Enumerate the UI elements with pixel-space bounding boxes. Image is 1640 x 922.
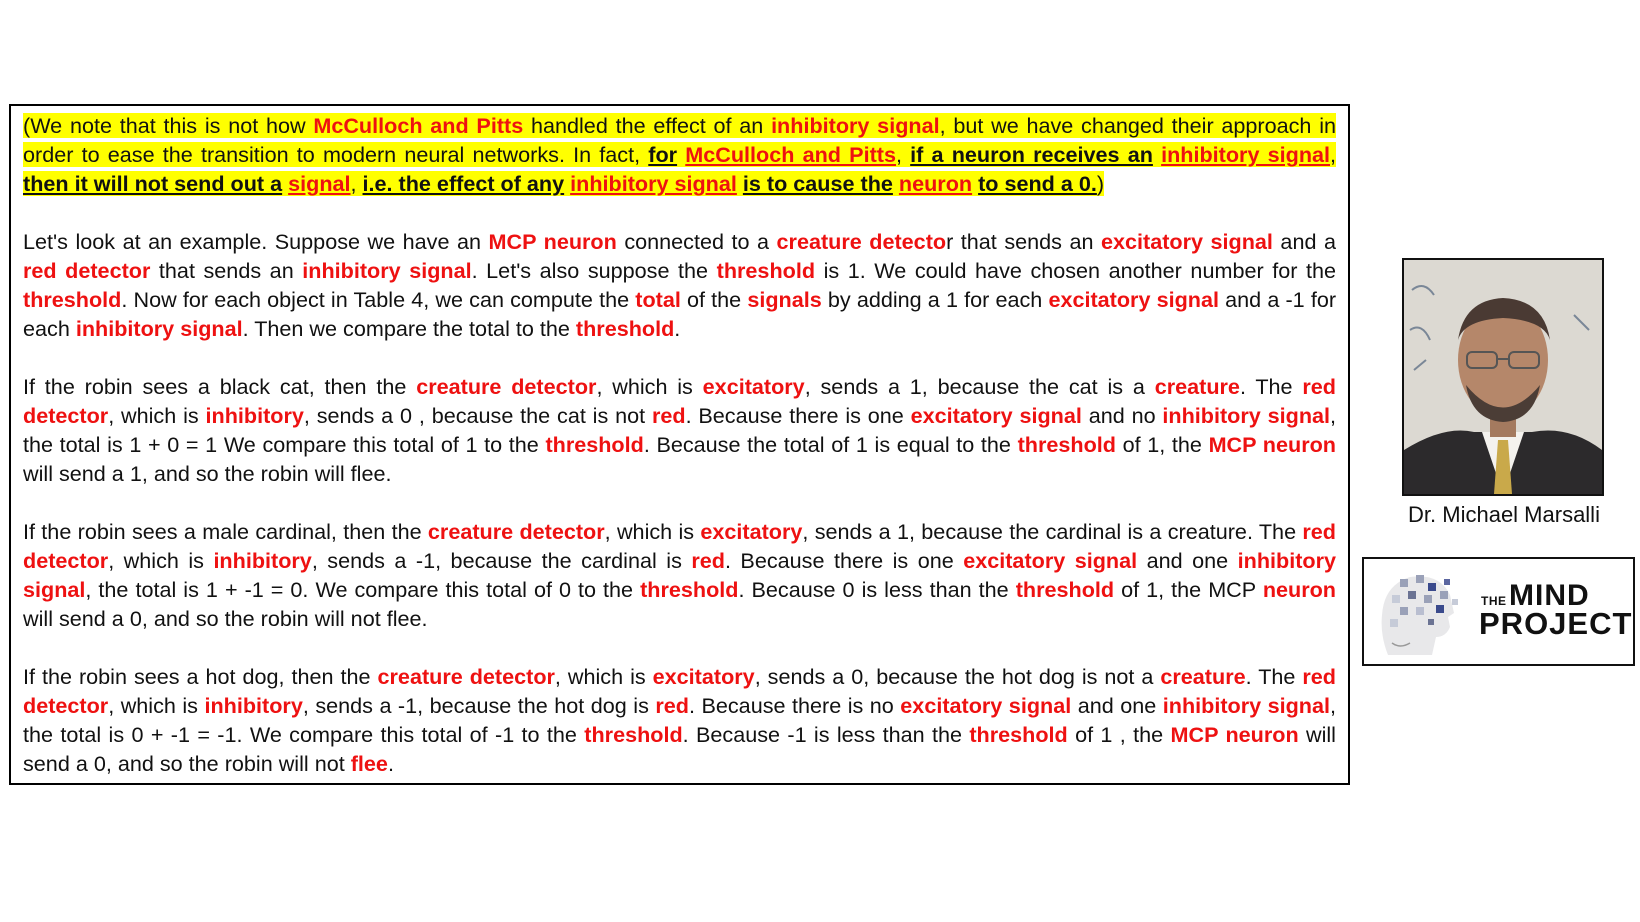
body-text: , which is — [604, 519, 701, 544]
body-text: , sends a 1, because the cat is a — [804, 374, 1155, 399]
keyword-term: excitatory — [652, 664, 755, 689]
keyword-term: red detector — [23, 258, 151, 283]
body-text: If the robin sees a male cardinal, then the — [23, 519, 428, 544]
keyword-term: red detector — [23, 519, 1336, 573]
keyword-term: neuron — [1262, 577, 1336, 602]
keyword-term: red detector — [23, 374, 1336, 428]
body-text: Let's look at an example. Suppose we have an — [23, 229, 489, 254]
body-text: . — [387, 751, 394, 776]
body-text: of 1, the MCP — [1114, 577, 1263, 602]
body-text: ) — [1096, 171, 1105, 196]
body-text: . — [674, 316, 681, 341]
keyword-term: inhibitory — [213, 548, 312, 573]
paragraph-gap — [23, 633, 1336, 662]
body-text: , but we have changed their approach in order to ease the transition to modern neural networks. In fact, — [23, 113, 1337, 167]
keyword-term: creature detecto — [776, 229, 947, 254]
paragraph-5 — [23, 662, 1336, 778]
emphasis-text: for — [648, 142, 678, 167]
keyword-term: red — [655, 693, 689, 718]
paragraph-gap — [23, 198, 1336, 227]
body-text: and one — [1137, 548, 1238, 573]
body-text: of 1 , the — [1067, 722, 1171, 747]
body-text: . Because there is one — [724, 548, 964, 573]
keyword-term: inhibitory signal — [302, 258, 472, 283]
keyword-term: excitatory — [700, 519, 803, 544]
keyword-term: inhibitory — [204, 693, 303, 718]
body-text: r that sends an — [946, 229, 1101, 254]
body-text: , — [350, 171, 363, 196]
keyword-term: creature — [1154, 374, 1240, 399]
keyword-term: neuron — [898, 171, 973, 196]
body-text: . The — [1245, 664, 1303, 689]
body-text: . Because 0 is less than the — [738, 577, 1016, 602]
body-text: (We note that this is not how — [23, 113, 314, 138]
keyword-term: inhibitory signal — [1162, 403, 1331, 428]
portrait-photo — [1402, 258, 1604, 496]
paragraphs-container — [23, 111, 1336, 778]
keyword-term: excitatory signal — [963, 548, 1138, 573]
keyword-term: inhibitory signal — [75, 316, 243, 341]
portrait-caption: Dr. Michael Marsalli — [1408, 502, 1600, 527]
keyword-term: inhibitory signal — [771, 113, 940, 138]
body-text: , which is — [108, 693, 205, 718]
keyword-term: red — [651, 403, 686, 428]
paragraph-1 — [23, 111, 1336, 198]
keyword-term: creature — [1160, 664, 1246, 689]
mind-project-logo — [1362, 557, 1635, 666]
keyword-term: excitatory — [702, 374, 805, 399]
body-text: and a -1 for each — [23, 287, 1337, 341]
pixelated-head-icon — [1370, 565, 1466, 661]
logo-project-text: PROJECT — [1479, 606, 1633, 641]
keyword-term: signal — [288, 171, 351, 196]
body-text: by adding a 1 for each — [821, 287, 1049, 312]
keyword-term: inhibitory signal — [1162, 693, 1330, 718]
highlighted-note — [23, 113, 1336, 196]
keyword-term: creature detector — [427, 519, 605, 544]
body-text: If the robin sees a hot dog, then the — [23, 664, 378, 689]
keyword-term: red — [691, 548, 725, 573]
keyword-term: MCP neuron — [488, 229, 617, 254]
body-text: , the total is 1 + 0 = 1 We compare this total of 1 to the — [23, 403, 1337, 457]
body-text: , sends a 0, because the hot dog is not a — [754, 664, 1161, 689]
person-portrait-icon — [1404, 260, 1602, 494]
emphasis-text: if a neuron receives an — [910, 142, 1153, 167]
keyword-term: inhibitory signal — [1161, 142, 1331, 167]
keyword-term: threshold — [1017, 432, 1116, 457]
body-text: that sends an — [150, 258, 303, 283]
keyword-term: threshold — [716, 258, 816, 283]
body-text: , which is — [554, 664, 653, 689]
body-text: . Now for each object in Table 4, we can compute the — [121, 287, 636, 312]
keyword-term: excitatory signal — [1100, 229, 1273, 254]
body-text: , which is — [108, 548, 214, 573]
paragraph-gap — [23, 488, 1336, 517]
emphasis-text: to send a 0. — [978, 171, 1097, 196]
keyword-term: MCP neuron — [1170, 722, 1299, 747]
body-text: connected to a — [616, 229, 777, 254]
keyword-term: McCulloch and Pitts — [685, 142, 896, 167]
keyword-term: creature detector — [377, 664, 555, 689]
body-text: , sends a -1, because the hot dog is — [302, 693, 656, 718]
keyword-term: excitatory signal — [910, 403, 1082, 428]
logo-mind-text: MIND — [1509, 579, 1590, 612]
body-text: . Because there is one — [685, 403, 911, 428]
body-text: and a — [1272, 229, 1336, 254]
body-text: will send a 0, and so the robin will not flee. — [23, 606, 428, 631]
body-text: of the — [680, 287, 748, 312]
paragraph-gap — [23, 343, 1336, 372]
keyword-term: threshold — [584, 722, 683, 747]
body-text: . Then we compare the total to the — [242, 316, 576, 341]
keyword-term: threshold — [23, 287, 122, 312]
keyword-term: threshold — [640, 577, 739, 602]
body-text: . Because there is no — [688, 693, 901, 718]
emphasis-text: is to cause the — [742, 171, 893, 196]
body-text: , the total is 0 + -1 = -1. We compare this total of -1 to the — [23, 693, 1336, 747]
body-text: is 1. We could have chosen another number for the — [815, 258, 1336, 283]
body-text: , the total is 1 + -1 = 0. We compare this total of 0 to the — [85, 577, 641, 602]
body-text: , which is — [108, 403, 206, 428]
keyword-term: MCP neuron — [1208, 432, 1336, 457]
keyword-term: threshold — [969, 722, 1068, 747]
keyword-term: flee — [350, 751, 388, 776]
keyword-term: creature detector — [416, 374, 597, 399]
paragraph-2 — [23, 227, 1336, 343]
keyword-term: threshold — [1015, 577, 1115, 602]
logo-the-text: THE — [1481, 594, 1507, 608]
body-text: and one — [1071, 693, 1163, 718]
keyword-term: threshold — [575, 316, 675, 341]
body-text: , which is — [596, 374, 703, 399]
body-text: . Let's also suppose the — [471, 258, 717, 283]
keyword-term: inhibitory signal — [23, 548, 1336, 602]
body-text: handled the effect of an — [523, 113, 772, 138]
keyword-term: signals — [747, 287, 822, 312]
emphasis-text: i.e. the effect of any — [362, 171, 565, 196]
body-text: and no — [1081, 403, 1163, 428]
keyword-term: inhibitory signal — [570, 171, 737, 196]
body-text — [1153, 142, 1161, 167]
paragraph-4 — [23, 517, 1336, 633]
body-text: , — [1330, 142, 1337, 167]
body-text: will send a 1, and so the robin will flee. — [23, 461, 392, 486]
body-text: If the robin sees a black cat, then the — [23, 374, 417, 399]
body-text: of 1, the — [1115, 432, 1209, 457]
keyword-term: threshold — [545, 432, 644, 457]
body-text: , sends a 1, because the cardinal is a creature. The — [802, 519, 1303, 544]
keyword-term: excitatory signal — [900, 693, 1072, 718]
body-text: will send a 0, and so the robin will not — [23, 722, 1336, 776]
paragraph-3 — [23, 372, 1336, 488]
keyword-term: inhibitory — [205, 403, 304, 428]
body-text: , — [895, 142, 911, 167]
keyword-term: total — [635, 287, 681, 312]
keyword-term: McCulloch and Pitts — [313, 113, 524, 138]
keyword-term: excitatory signal — [1048, 287, 1220, 312]
body-text: . Because the total of 1 is equal to the — [643, 432, 1018, 457]
emphasis-text: then it will not send out a — [23, 171, 283, 196]
body-text: . Because -1 is less than the — [682, 722, 970, 747]
keyword-term: red detector — [23, 664, 1336, 718]
text-panel — [9, 104, 1350, 785]
body-text: , sends a 0 , because the cat is not — [303, 403, 652, 428]
body-text: , sends a -1, because the cardinal is — [311, 548, 692, 573]
body-text: . The — [1239, 374, 1303, 399]
